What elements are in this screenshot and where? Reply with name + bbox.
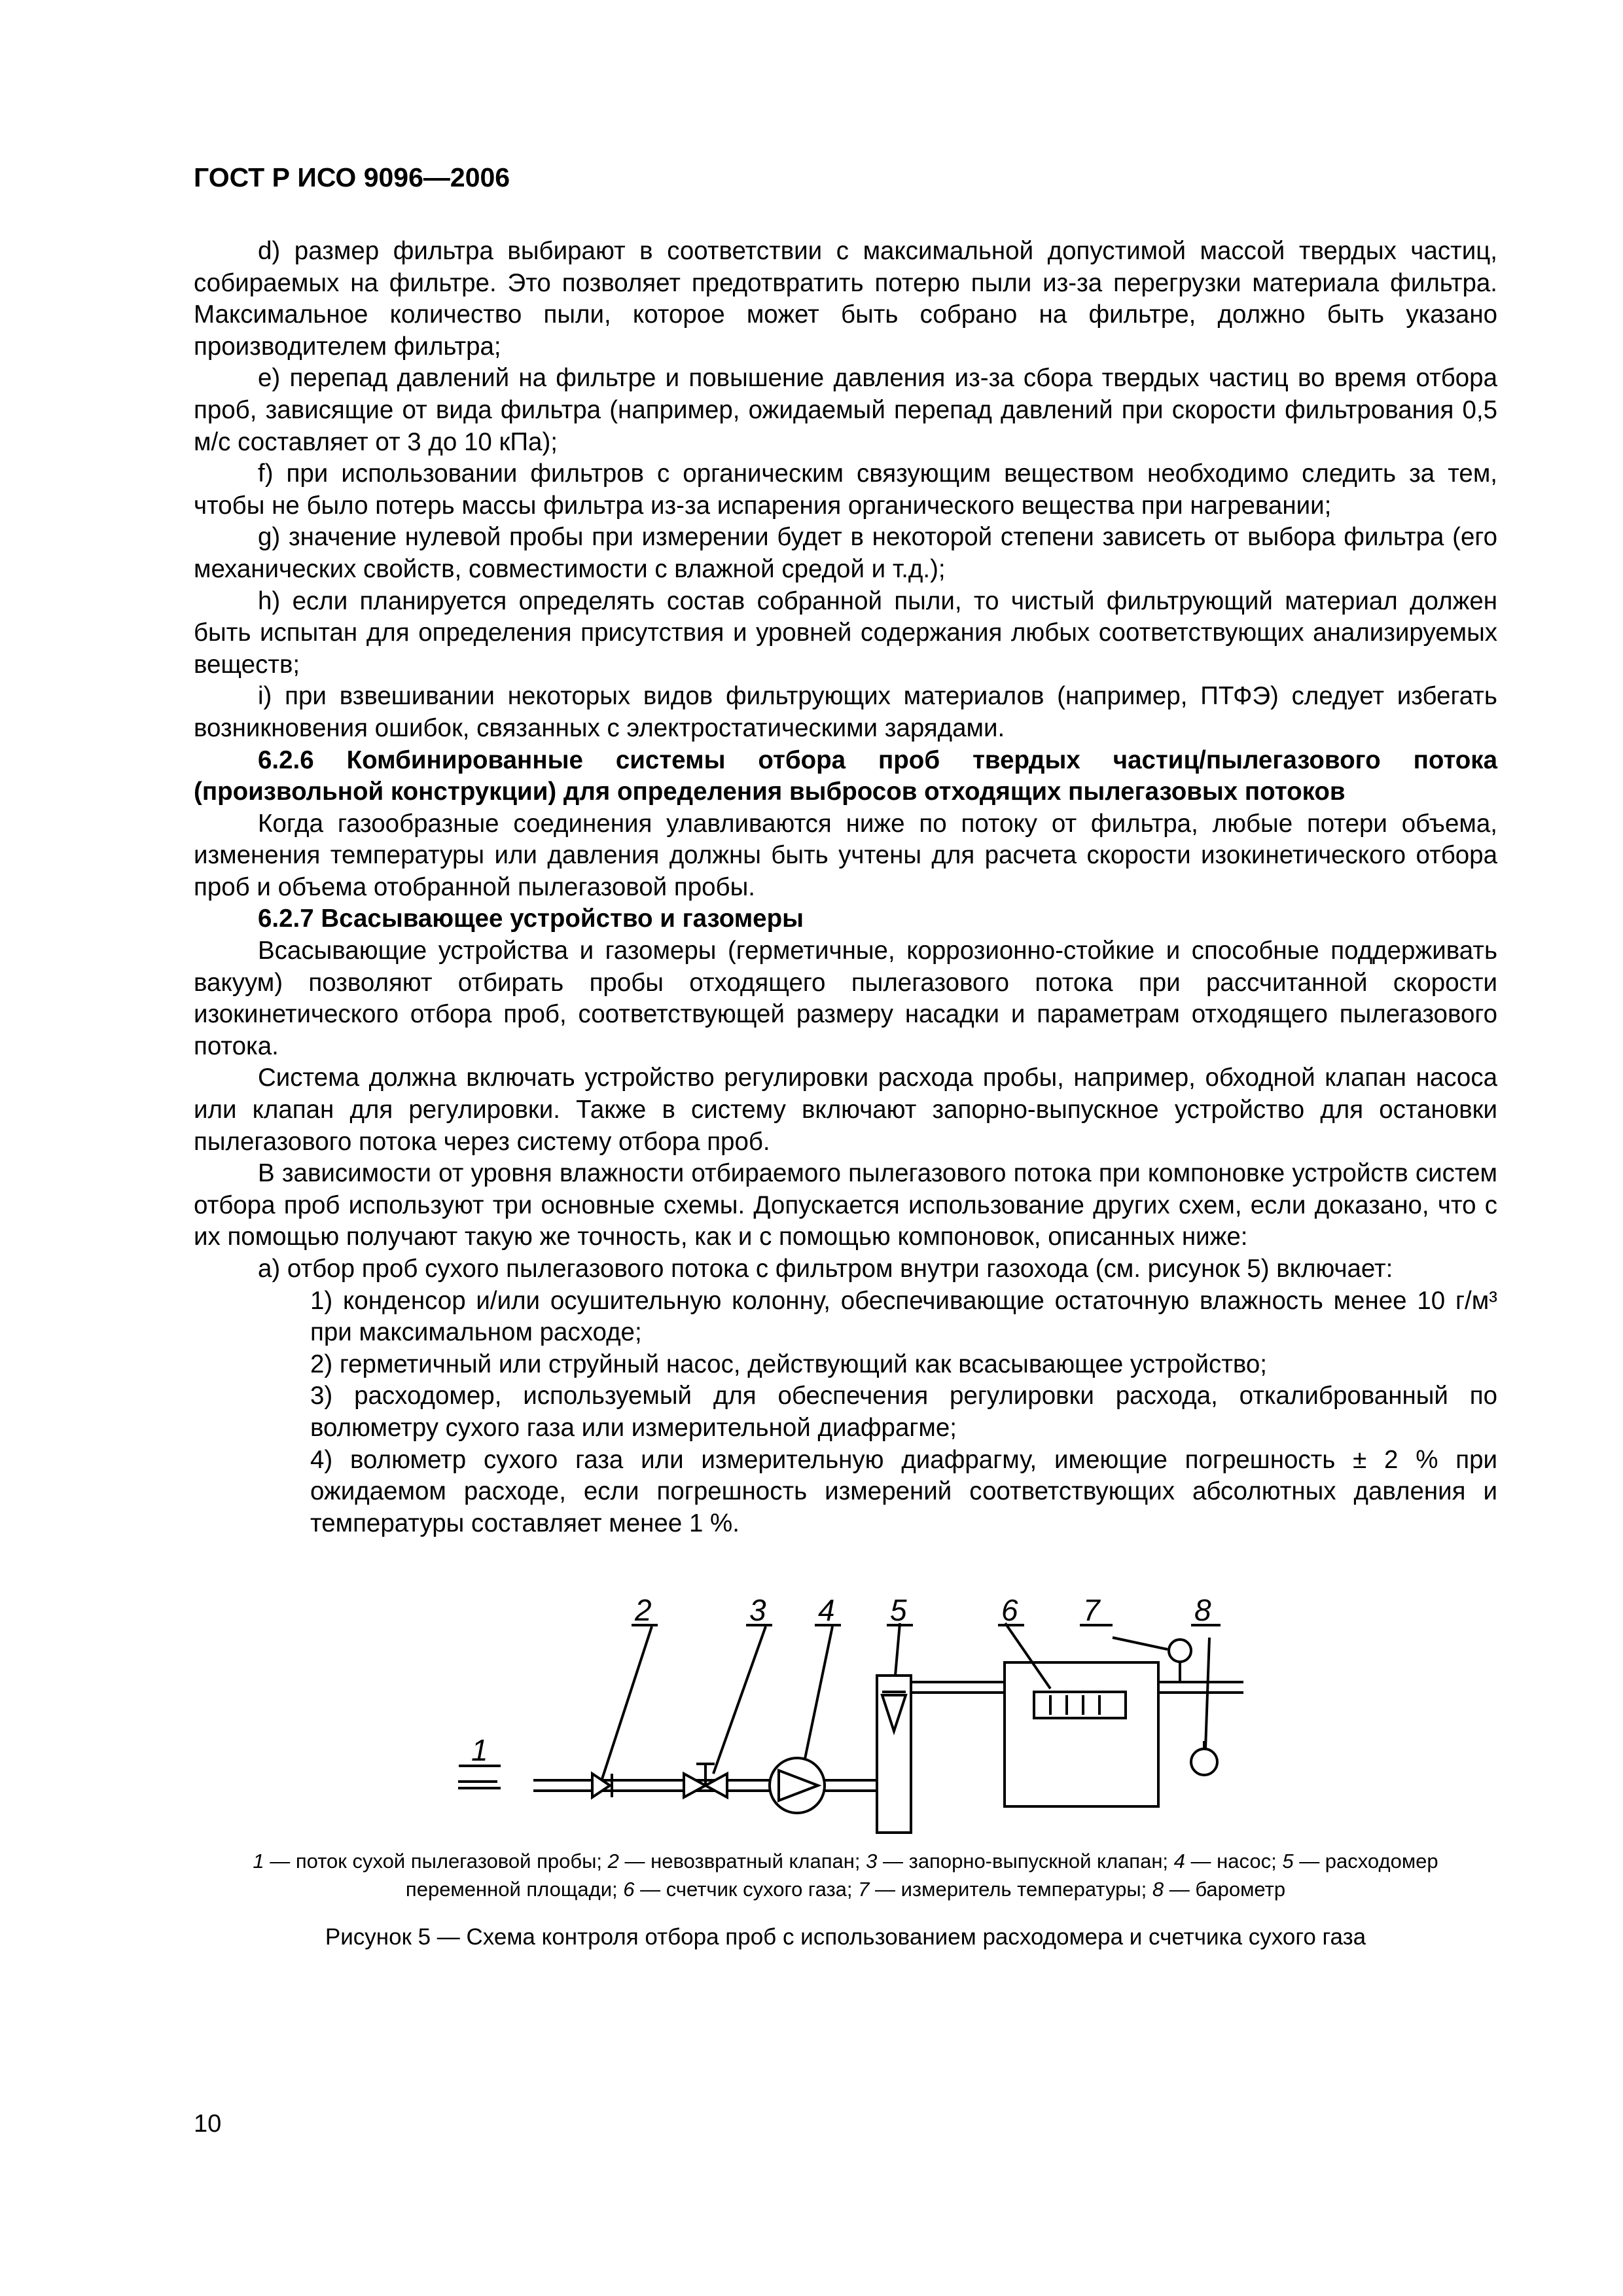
label-1: 1 bbox=[471, 1733, 488, 1767]
shutoff-valve-symbol bbox=[684, 1774, 705, 1797]
gas-meter-symbol bbox=[1005, 1662, 1158, 1806]
paragraph: e) перепад давлений на фильтре и повышение давления из-за сбора твердых частиц во время отбора проб, зависящие от вида фильтра (например, ожидаемый перепад давлений при скорости фильтрования 0,5 м/с составляет от 3 до 10 кПа); bbox=[194, 364, 1497, 456]
legend-text: — расходомер переменной площади; bbox=[405, 1850, 1438, 1901]
legend-number: 8 bbox=[1152, 1878, 1164, 1901]
leader-2 bbox=[602, 1626, 652, 1779]
label-5: 5 bbox=[890, 1597, 907, 1627]
legend-text: — измеритель температуры; bbox=[869, 1878, 1152, 1901]
paragraph: Когда газообразные соединения улавливаются ниже по потоку от фильтра, любые потери объема, изменения температуры или давления должны быть учтены для расчета скорости изокинетического отбора проб и объема отобранной пылегазовой пробы. bbox=[194, 809, 1497, 901]
sampling-scheme-svg bbox=[458, 1597, 1243, 1839]
legend-number: 2 bbox=[607, 1850, 619, 1873]
paragraph: Всасывающие устройства и газомеры (герметичные, коррозионно-стойкие и способные поддерживать вакуум) позволяют отбирать пробы отходящего пылегазового потока при рассчитанной скорости изокинетического отбора проб, соответствующей размеру насадки и параметрам отходящего пылегазового потока. bbox=[194, 937, 1497, 1060]
paragraph: а) отбор проб сухого пылегазового потока с фильтром внутри газохода (см. рисунок 5) включает: bbox=[258, 1255, 1393, 1283]
legend-text: — барометр bbox=[1164, 1878, 1286, 1901]
label-8: 8 bbox=[1194, 1597, 1211, 1627]
leader-4 bbox=[805, 1626, 832, 1759]
paragraph: i) при взвешивании некоторых видов фильтрующих материалов (например, ПТФЭ) следует избегать возникновения ошибок, связанных с электростатическими зарядами. bbox=[194, 682, 1497, 742]
leader-7 bbox=[1113, 1638, 1168, 1649]
paragraph: 3) расходомер, используемый для обеспечения регулировки расхода, откалиброванный по волюметру сухого газа или измерительной диафрагме; bbox=[310, 1382, 1497, 1442]
figure-legend bbox=[194, 1847, 1497, 1903]
paragraph: 2) герметичный или струйный насос, действующий как всасывающее устройство; bbox=[310, 1350, 1267, 1378]
leader-5 bbox=[895, 1623, 900, 1676]
legend-text: — насос; bbox=[1185, 1850, 1283, 1873]
paragraph: g) значение нулевой пробы при измерении будет в некоторой степени зависеть от выбора фильтра (его механических свойств, совместимости с влажной средой и т.д.); bbox=[194, 523, 1497, 583]
leader-3 bbox=[713, 1626, 766, 1774]
paragraph: d) размер фильтра выбирают в соответствии с максимальной допустимой массой твердых частиц, собираемых на фильтре. Это позволяет предотвратить потерю пыли из-за перегрузки материала фильтра. Максимальное количество пыли, которое может быть собрано на фильтре, должно быть указано производителем фильтра; bbox=[194, 237, 1497, 361]
paragraph: В зависимости от уровня влажности отбираемого пылегазового потока при компоновке устройств систем отбора проб используют три основные схемы. Допускается использование других схем, если доказано, что с их помощью получают такую же точность, как и с помощью компоновок, описанных ниже: bbox=[194, 1159, 1497, 1251]
section-heading: 6.2.7 Всасывающее устройство и газомеры bbox=[258, 905, 804, 933]
legend-text: — невозвратный клапан; bbox=[618, 1850, 866, 1873]
legend-number: 4 bbox=[1173, 1850, 1185, 1873]
paragraph: h) если планируется определять состав собранной пыли, то чистый фильтрующий материал должен быть испытан для определения присутствия и уровней содержания любых соответствующих анализируемых веществ; bbox=[194, 586, 1497, 679]
legend-number: 6 bbox=[623, 1878, 635, 1901]
legend-text: — счетчик сухого газа; bbox=[634, 1878, 859, 1901]
legend-number: 3 bbox=[866, 1850, 878, 1873]
label-4: 4 bbox=[818, 1597, 835, 1627]
label-6: 6 bbox=[1001, 1597, 1018, 1627]
paragraph: 1) конденсор и/или осушительную колонну, обеспечивающие остаточную влажность менее 10 г/м³ при максимальном расходе; bbox=[310, 1286, 1497, 1347]
barometer-symbol bbox=[1191, 1749, 1217, 1775]
paragraph: 4) волюметр сухого газа или измерительную диафрагму, имеющие погрешность ± 2 % при ожидаемом расходе, если погрешность измерений соответствующих абсолютных давления и температуры составляет менее 1 %. bbox=[310, 1445, 1497, 1537]
figure-title: Рисунок 5 — Схема контроля отбора проб с использованием расходомера и счетчика сухого газа bbox=[325, 1924, 1366, 1950]
legend-text: — запорно-выпускной клапан; bbox=[877, 1850, 1174, 1873]
legend-number: 5 bbox=[1282, 1850, 1294, 1873]
page-number: 10 bbox=[194, 2110, 222, 2138]
document-header: ГОСТ Р ИСО 9096—2006 bbox=[194, 162, 510, 192]
label-2: 2 bbox=[635, 1597, 652, 1627]
paragraph: Система должна включать устройство регулировки расхода пробы, например, обходной клапан насоса или клапан для регулировки. Также в систему включают запорно-выпускное устройство для остановки пылегазового потока через систему отбора проб. bbox=[194, 1064, 1497, 1156]
paragraph: f) при использовании фильтров с органическим связующим веществом необходимо следить за тем, чтобы не было потерь массы фильтра из-за испарения органического вещества при нагревании; bbox=[194, 459, 1497, 520]
label-7: 7 bbox=[1083, 1597, 1100, 1627]
figure-5-diagram bbox=[458, 1597, 1243, 1839]
label-3: 3 bbox=[749, 1597, 766, 1627]
legend-number: 1 bbox=[253, 1850, 264, 1873]
legend-text: — поток сухой пылегазовой пробы; bbox=[264, 1850, 608, 1873]
body-text bbox=[194, 236, 1497, 1539]
legend-number: 7 bbox=[858, 1878, 870, 1901]
check-valve-symbol bbox=[592, 1774, 610, 1797]
section-heading: 6.2.6 Комбинированные системы отбора проб твердых частиц/пылегазового потока (произвольной конструкции) для определения выбросов отходящих пылегазовых потоков bbox=[194, 745, 1497, 806]
thermometer-symbol bbox=[1169, 1640, 1191, 1662]
